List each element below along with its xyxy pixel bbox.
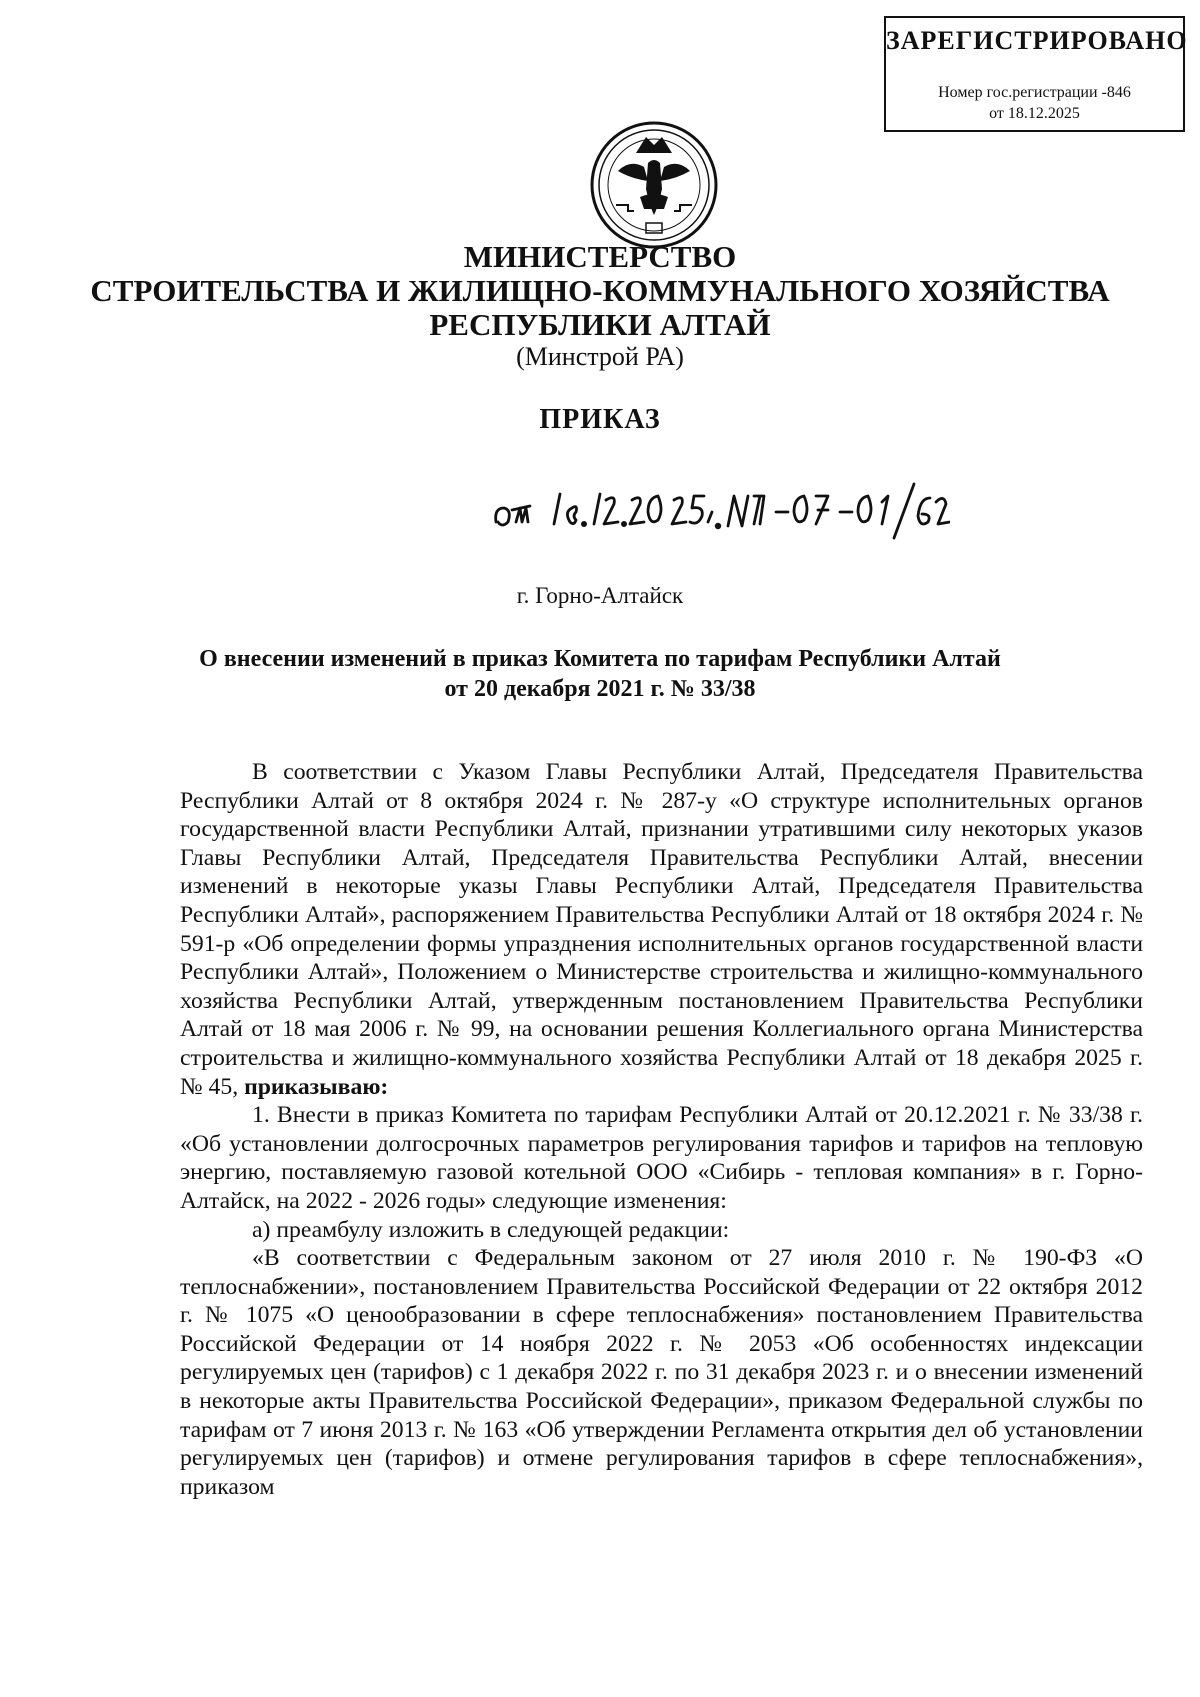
ministry-short-name: (Минстрой РА)	[516, 342, 684, 371]
preamble-text: В соответствии с Указом Главы Республики Алтай, Председателя Правительства Республики Алтай от 8 октября 2024 г. № 287-у «О структуре исполнительных органов государственной власти Республики Алтай, признании утратившими силу некоторых указов Главы Республики Алтай, Председателя Правительства Республики Алтай, внесении изменений в некоторые указы Главы Республики Алтай, Председателя Правительства Республики Алтай», распоряжением Правительства Республики Алтай от 18 октября 2024 г. № 591-р «Об определении формы упразднения исполнительных органов государственной власти Республики Алтай», Положением о Министерстве строительства и жилищно-коммунального хозяйства Республики Алтай, утвержденным постановлением Правительства Республики Алтай от 18 мая 2006 г. № 99, на основании решения Коллегиального органа Министерства строительства и жилищно-коммунального хозяйства Республики Алтай от 18 декабря 2025 г. № 45,	[180, 759, 1143, 1100]
registration-stamp	[884, 16, 1188, 132]
order-body	[180, 758, 1143, 1501]
ministry-name	[0, 240, 1200, 342]
handwritten-order-number	[490, 476, 950, 542]
ministry-line-2: СТРОИТЕЛЬСТВА И ЖИЛИЩНО-КОММУНАЛЬНОГО ХОЗЯЙСТВА	[90, 273, 1110, 308]
ministry-line-1: МИНИСТЕРСТВО	[463, 239, 737, 274]
paragraph-new-preamble: «В соответствии с Федеральным законом от 27 июля 2010 г. № 190-ФЗ «О теплоснабжении», постановлением Правительства Российской Федерации от 22 октября 2012 г. № 1075 «О ценообразовании в сфере теплоснабжения» постановлением Правительства Российской Федерации от 14 ноября 2022 г. № 2053 «Об особенностях индексации регулируемых цен (тарифов) с 1 декабря 2022 г. по 31 декабря 2023 г. и о внесении изменений в некоторые акты Правительства Российской Федерации», приказом Федеральной службы по тарифам от 7 июня 2013 г. № 163 «Об утверждении Регламента открытия дел об установлении регулируемых цен (тарифов) и отмене регулирования тарифов в сфере теплоснабжения», приказом	[180, 1245, 1143, 1500]
order-subject	[0, 644, 1200, 704]
registration-title: ЗАРЕГИСТРИРОВАНО	[886, 26, 1188, 55]
ministry-line-3: РЕСПУБЛИКИ АЛТАЙ	[429, 307, 771, 342]
paragraph-subitem-a: а) преамбулу изложить в следующей редакции:	[252, 1216, 730, 1243]
paragraph-item-1: 1. Внести в приказ Комитета по тарифам Республики Алтай от 20.12.2021 г. № 33/38 г. «Об установлении долгосрочных параметров регулирования тарифов и тарифов на тепловую энергию, поставляемую газовой котельной ООО «Сибирь - тепловая компания» в г. Горно-Алтайск, на 2022 - 2026 годы» следующие изменения:	[180, 1102, 1143, 1214]
paragraph-preamble	[180, 758, 1143, 1101]
subject-line-2: от 20 декабря 2021 г. № 33/38	[444, 676, 756, 702]
city-name: г. Горно-Алтайск	[516, 583, 684, 608]
registration-number: Номер гос.регистрации -846	[938, 84, 1131, 101]
document-type: ПРИКАЗ	[539, 404, 661, 435]
coat-of-arms-emblem	[588, 119, 720, 251]
order-verb: приказываю:	[244, 1073, 389, 1100]
registration-date: от 18.12.2025	[989, 105, 1080, 122]
subject-line-1: О внесении изменений в приказ Комитета по тарифам Республики Алтай	[199, 646, 1001, 672]
